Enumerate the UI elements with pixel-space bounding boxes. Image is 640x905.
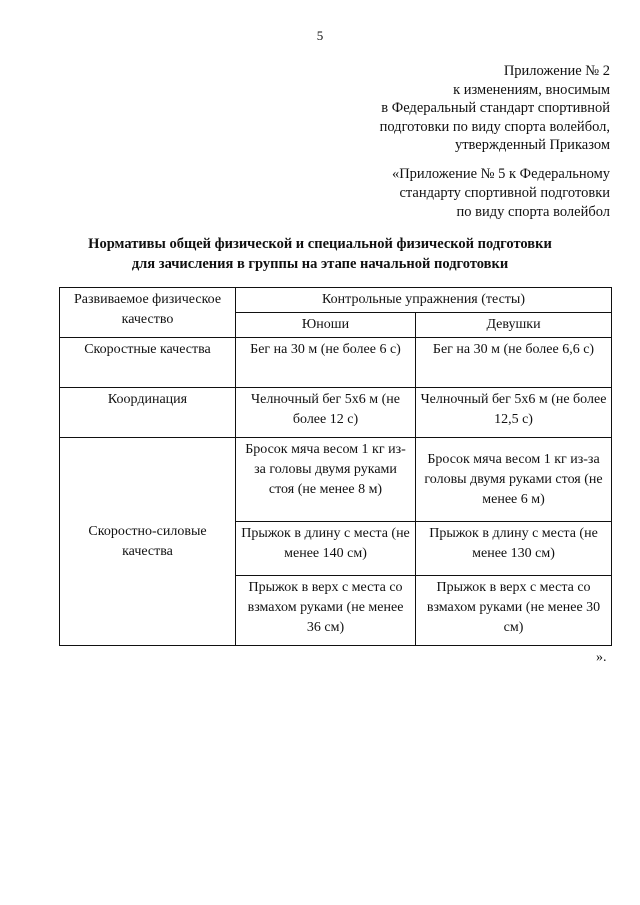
annex-quote-line: по виду спорта волейбол — [456, 204, 610, 220]
title-line: для зачисления в группы на этапе начальной подготовки — [131, 256, 509, 272]
page-number: 5 — [316, 28, 324, 43]
boys-cell: Прыжок в длину с места (не менее 140 см) — [236, 522, 416, 576]
annex-quote-block — [392, 165, 610, 222]
girls-cell: Бег на 30 м (не более 6,6 с) — [416, 338, 612, 388]
girls-cell: Прыжок в длину с места (не менее 130 см) — [416, 522, 612, 576]
title-line: Нормативы общей физической и специальной физической подготовки — [88, 236, 552, 252]
boys-cell: Прыжок в верх с места со взмахом руками (не менее 36 см) — [236, 576, 416, 646]
annex-line: к изменениям, вносимым — [453, 81, 610, 98]
closing-quote: ». — [596, 650, 607, 665]
annex-block — [380, 62, 610, 155]
girls-cell: Бросок мяча весом 1 кг из-за головы двумя руками стоя (не менее 6 м) — [416, 438, 612, 522]
girls-cell: Прыжок в верх с места со взмахом руками (не менее 30 см) — [416, 576, 612, 646]
table-row — [60, 388, 612, 438]
annex-line: утвержденный Приказом — [454, 137, 610, 153]
table-row — [60, 338, 612, 388]
norms-table — [59, 287, 612, 646]
header-tests: Контрольные упражнения (тесты) — [236, 288, 612, 313]
header-boys: Юноши — [236, 313, 416, 338]
table-row — [60, 438, 612, 522]
quality-cell: Координация — [60, 388, 236, 438]
boys-cell: Челночный бег 5х6 м (не более 12 с) — [236, 388, 416, 438]
quality-cell: Скоростно-силовые качества — [60, 438, 236, 646]
annex-line: Приложение № 2 — [503, 63, 610, 79]
document-title — [0, 234, 640, 274]
header-quality: Развиваемое физическое качество — [60, 288, 236, 338]
annex-quote-line: стандарту спортивной подготовки — [399, 185, 610, 201]
header-girls: Девушки — [416, 313, 612, 338]
boys-cell: Бег на 30 м (не более 6 с) — [236, 338, 416, 388]
table-header-row — [60, 288, 612, 313]
annex-line: в Федеральный стандарт спортивной — [381, 100, 610, 116]
quality-cell: Скоростные качества — [60, 338, 236, 388]
boys-cell: Бросок мяча весом 1 кг из-за головы двумя руками стоя (не менее 8 м) — [236, 438, 416, 522]
annex-quote-line: «Приложение № 5 к Федеральному — [391, 166, 610, 182]
annex-line: подготовки по виду спорта волейбол, — [379, 118, 610, 135]
girls-cell: Челночный бег 5х6 м (не более 12,5 с) — [416, 388, 612, 438]
